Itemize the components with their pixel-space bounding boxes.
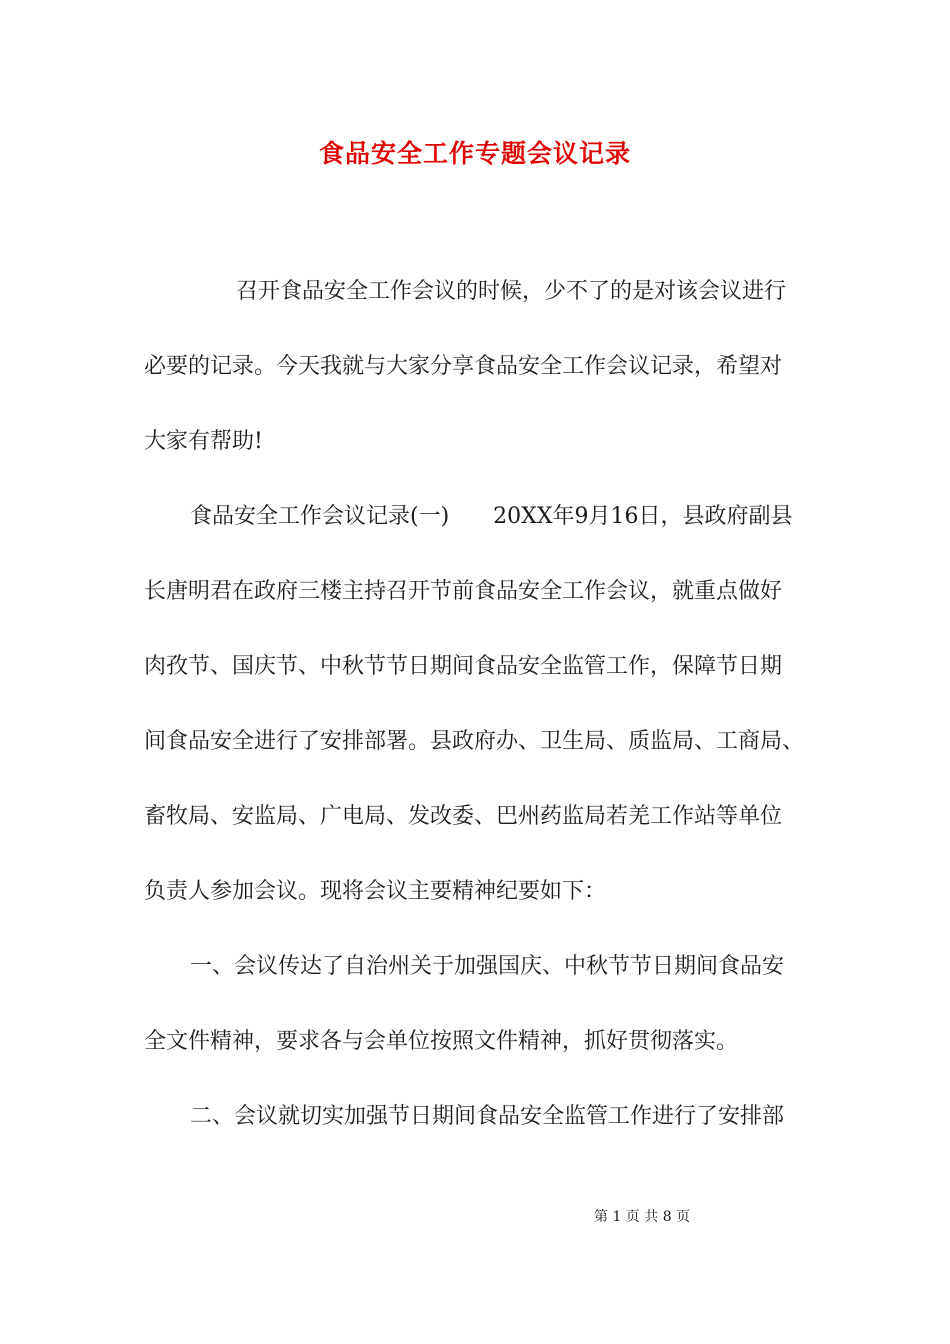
- paragraph-line: 肉孜节、国庆节、中秋节节日期间食品安全监管工作，保障节日期: [144, 654, 783, 679]
- paragraph-line: 大家有帮助!: [144, 429, 263, 454]
- paragraph-line: 全文件精神，要求各与会单位按照文件精神，抓好贯彻落实。: [144, 1029, 739, 1054]
- paragraph-line: 二、会议就切实加强节日期间食品安全监管工作进行了安排部: [190, 1104, 785, 1129]
- paragraph-line: 畜牧局、安监局、广电局、发改委、巴州药监局若羌工作站等单位: [144, 804, 783, 829]
- document-title: 食品安全工作专题会议记录: [318, 139, 631, 168]
- paragraph-line: 一、会议传达了自治州关于加强国庆、中秋节节日期间食品安: [190, 954, 785, 979]
- paragraph-line: 间食品安全进行了安排部署。县政府办、卫生局、质监局、工商局、: [144, 729, 805, 754]
- paragraph-line: 长唐明君在政府三楼主持召开节前食品安全工作会议，就重点做好: [144, 579, 783, 604]
- page-number-footer: 第 1 页 共 8 页: [594, 1209, 691, 1225]
- paragraph-line: 必要的记录。今天我就与大家分享食品安全工作会议记录，希望对: [144, 354, 783, 379]
- paragraph-line: 负责人参加会议。现将会议主要精神纪要如下：: [144, 879, 607, 904]
- paragraph-line: 召开食品安全工作会议的时候，少不了的是对该会议进行: [236, 279, 787, 304]
- paragraph-line: 食品安全工作会议记录(一) 20XX年9月16日，县政府副县: [190, 504, 793, 529]
